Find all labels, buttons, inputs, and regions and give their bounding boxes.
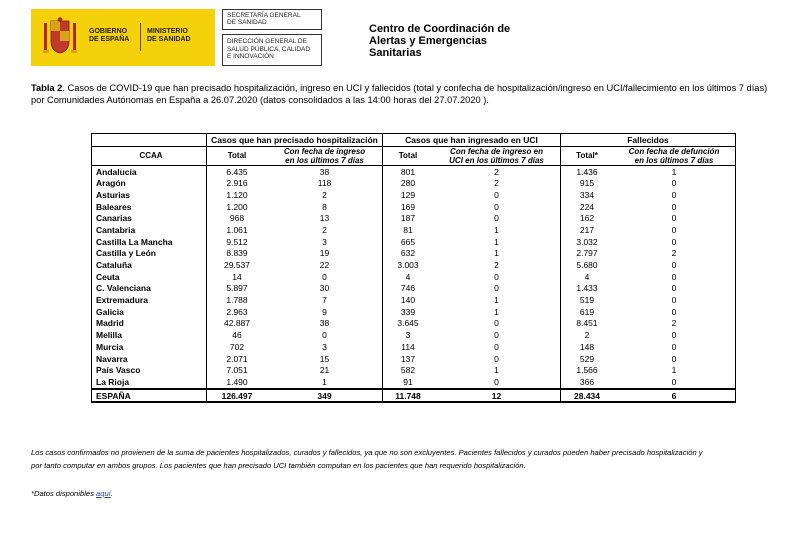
cell-hosp-7days: 9: [322, 306, 327, 317]
cell-hosp-7days: 22: [319, 260, 330, 271]
notes-line-2: por tanto computar en ambos grupos. Los pacientes que han precisado UCI también computan en los pacientes que han requerido hospitalización.: [31, 460, 526, 470]
cell-uci-7days: 0: [494, 376, 499, 387]
cell-hosp-total: 46: [207, 329, 268, 341]
cell-deaths-7days: 0: [613, 341, 736, 353]
cell-deaths-total: 217: [561, 224, 614, 236]
col-uci-7days: [433, 146, 561, 165]
cell-hosp-total: 1.120: [207, 189, 268, 201]
secretaria-line-1: SECRETARÍA GENERAL: [227, 12, 301, 19]
col-deaths-total: Total*: [561, 146, 614, 165]
table-row: [92, 294, 736, 306]
cell-deaths-7days: 0: [613, 201, 736, 213]
table-row: [92, 189, 736, 201]
center-line-3: Sanitarias: [369, 47, 422, 59]
cell-uci-7days: 0: [494, 341, 499, 352]
gov-line-1: GOBIERNO: [89, 28, 128, 35]
cell-hosp-7days: 349: [267, 389, 383, 403]
cell-deaths-total: 334: [561, 189, 614, 201]
col-hosp-7days-line1: Con fecha de ingreso: [283, 146, 366, 156]
cell-uci-total: 11.748: [383, 389, 434, 403]
cell-deaths-7days: 0: [613, 271, 736, 283]
cell-deaths-7days: 0: [613, 294, 736, 306]
cell-ccaa: Madrid: [92, 318, 207, 330]
cell-uci-total: 91: [383, 376, 434, 389]
cell-ccaa: Castilla La Mancha: [92, 236, 207, 248]
notes-line-1: Los casos confirmados no provienen de la suma de pacientes hospitalizados, curados y fallecidos, ya que no son excluyentes. Pacientes fallecidos y curados pueden haber precisado hospitalización y: [31, 448, 703, 457]
cell-uci-7days: 0: [494, 283, 499, 294]
footnote-suffix: .: [110, 489, 113, 498]
cell-deaths-total: 529: [561, 353, 614, 365]
government-logo-block: [31, 9, 215, 66]
cell-deaths-7days: 0: [613, 306, 736, 318]
cell-hosp-total: 29.537: [207, 259, 268, 271]
cell-hosp-total: 1.200: [207, 201, 268, 213]
cell-deaths-total: 224: [561, 201, 614, 213]
cell-uci-7days: 0: [494, 189, 499, 200]
cell-hosp-total: 1.490: [207, 376, 268, 389]
secretaria-line-2: DE SANIDAD: [227, 19, 267, 26]
table-row: [92, 353, 736, 365]
cell-uci-total: 665: [383, 236, 434, 248]
caption-label: Tabla 2: [31, 83, 63, 93]
cell-ccaa: Ceuta: [92, 271, 207, 283]
cell-uci-7days: 2: [494, 260, 499, 271]
cell-uci-total: 339: [383, 306, 434, 318]
col-hosp-7days-line2: en los últimos 7 días: [285, 155, 364, 165]
column-header-row: [92, 146, 736, 165]
group-deaths: Fallecidos: [561, 134, 736, 147]
cell-deaths-total: 5.680: [561, 259, 614, 271]
cell-hosp-total: 6.435: [207, 165, 268, 177]
col-hosp-total: Total: [207, 146, 268, 165]
cell-deaths-total: 1.566: [561, 364, 614, 376]
table-row: [92, 212, 736, 224]
cell-uci-7days: 0: [494, 318, 499, 329]
cell-hosp-total: 702: [207, 341, 268, 353]
table-row: [92, 364, 736, 376]
table-row: [92, 236, 736, 248]
cell-uci-total: 114: [383, 341, 434, 353]
cell-ccaa: Murcia: [92, 341, 207, 353]
ministry-label: [147, 28, 191, 44]
cell-ccaa: Aragón: [92, 177, 207, 189]
cell-hosp-7days: 1: [322, 376, 327, 387]
footnote-text: *Datos disponibles: [31, 489, 97, 498]
cell-deaths-7days: 0: [613, 259, 736, 271]
cell-ccaa: Galicia: [92, 306, 207, 318]
cell-uci-7days: 0: [494, 201, 499, 212]
cell-deaths-total: 28.434: [561, 389, 614, 403]
cell-ccaa: Extremadura: [92, 294, 207, 306]
col-hosp-7days: [267, 146, 383, 165]
cell-deaths-7days: 0: [613, 283, 736, 295]
cell-hosp-total: 42.887: [207, 318, 268, 330]
footnote: [31, 489, 113, 498]
cell-uci-total: 4: [383, 271, 434, 283]
cell-ccaa: La Rioja: [92, 376, 207, 389]
cell-uci-total: 582: [383, 364, 434, 376]
cell-hosp-7days: 38: [267, 165, 383, 177]
cell-deaths-total: 4: [561, 271, 614, 283]
cell-deaths-7days: 0: [613, 236, 736, 248]
direccion-line-2: SALUD PÚBLICA, CALIDAD: [227, 45, 311, 53]
cell-ccaa: Canarias: [92, 212, 207, 224]
cell-uci-7days: 12: [433, 389, 561, 403]
cell-uci-7days: 0: [494, 271, 499, 282]
cell-uci-7days: 1: [494, 306, 499, 317]
cell-deaths-7days: 0: [613, 212, 736, 224]
ministry-line-2: DE SANIDAD: [147, 36, 191, 43]
cell-deaths-total: 162: [561, 212, 614, 224]
cell-ccaa: País Vasco: [92, 364, 207, 376]
cell-uci-7days: 1: [494, 224, 499, 235]
cell-deaths-total: 915: [561, 177, 614, 189]
cell-deaths-7days: 2: [613, 248, 736, 260]
center-line-1: Centro de Coordinación de: [369, 23, 511, 35]
direccion-line-3: E INNOVACIÓN: [227, 53, 274, 60]
cell-hosp-7days: 0: [322, 271, 327, 282]
cell-hosp-total: 8.839: [207, 248, 268, 260]
table-row: [92, 341, 736, 353]
table-body: [92, 165, 736, 402]
direccion-box: [222, 34, 322, 66]
cell-hosp-total: 2.071: [207, 353, 268, 365]
table-row: [92, 306, 736, 318]
cell-deaths-total: 8.451: [561, 318, 614, 330]
table-total-row: [92, 389, 736, 403]
ministry-line-1: MINISTERIO: [147, 28, 188, 35]
cell-deaths-total: 366: [561, 376, 614, 389]
col-deaths-7days-line2: en los últimos 7 días: [634, 155, 714, 165]
group-header-row: [92, 134, 736, 147]
cell-uci-total: 632: [383, 248, 434, 260]
cell-deaths-total: 1.436: [561, 165, 614, 177]
table-row: [92, 376, 736, 389]
group-hospitalization: Casos que han precisado hospitalización: [207, 134, 383, 147]
table-row: [92, 224, 736, 236]
cell-uci-total: 280: [383, 177, 434, 189]
cell-uci-total: 746: [383, 283, 434, 295]
document-header: [0, 0, 800, 70]
group-uci: Casos que han ingresado en UCI: [383, 134, 561, 147]
table-caption: [31, 82, 776, 106]
col-deaths-7days-line1: Con fecha de defunción: [628, 146, 720, 156]
cell-ccaa: Andalucía: [92, 165, 207, 177]
cell-ccaa: Cantabria: [92, 224, 207, 236]
secretaria-box: [222, 9, 322, 30]
logo-divider: [140, 23, 141, 51]
cell-deaths-total: 2.797: [561, 248, 614, 260]
table-row: [92, 177, 736, 189]
cell-deaths-total: 2: [561, 329, 614, 341]
cell-hosp-7days: 2: [322, 224, 327, 235]
cell-deaths-7days: 0: [613, 329, 736, 341]
col-uci-total: Total: [383, 146, 434, 165]
cell-ccaa: C. Valenciana: [92, 283, 207, 295]
cell-deaths-7days: 0: [613, 189, 736, 201]
cell-deaths-7days: 1: [613, 165, 736, 177]
cell-uci-total: 81: [383, 224, 434, 236]
cell-deaths-total: 3.032: [561, 236, 614, 248]
table-row: [92, 248, 736, 260]
col-uci-7days-line2: UCI en los últimos 7 días: [449, 155, 544, 165]
cell-hosp-total: 7.051: [207, 364, 268, 376]
cell-uci-total: 187: [383, 212, 434, 224]
table-row: [92, 329, 736, 341]
cell-uci-total: 3.003: [383, 259, 434, 271]
cell-hosp-7days: 3: [322, 236, 327, 247]
col-deaths-7days: [613, 146, 736, 165]
cell-hosp-7days: 21: [319, 365, 330, 376]
cell-deaths-7days: 0: [613, 353, 736, 365]
cell-deaths-7days: 0: [613, 224, 736, 236]
cell-uci-7days: 1: [494, 295, 499, 306]
cell-deaths-total: 619: [561, 306, 614, 318]
cell-hosp-7days: 8: [322, 201, 327, 212]
cell-hosp-total: 2.963: [207, 306, 268, 318]
cell-uci-total: 169: [383, 201, 434, 213]
cell-ccaa: Melilla: [92, 329, 207, 341]
cell-deaths-7days: 0: [613, 177, 736, 189]
cell-ccaa: Cataluña: [92, 259, 207, 271]
cell-uci-total: 129: [383, 189, 434, 201]
cell-hosp-total: 126.497: [207, 389, 268, 403]
cell-hosp-total: 5.897: [207, 283, 268, 295]
cell-uci-total: 140: [383, 294, 434, 306]
cell-hosp-7days: 13: [319, 213, 330, 224]
cell-uci-7days: 1: [494, 248, 499, 259]
cell-ccaa: Castilla y León: [92, 248, 207, 260]
cell-hosp-7days: 3: [322, 341, 327, 352]
cell-uci-total: 137: [383, 353, 434, 365]
cell-uci-7days: 2: [494, 178, 499, 189]
table-row: [92, 271, 736, 283]
cell-hosp-7days: 30: [319, 283, 330, 294]
cell-uci-7days: 2: [433, 165, 561, 177]
col-uci-7days-line1: Con fecha de ingreso en: [450, 146, 543, 156]
cell-hosp-total: 1.061: [207, 224, 268, 236]
cell-hosp-total: 1.788: [207, 294, 268, 306]
cell-uci-7days: 0: [494, 330, 499, 341]
cell-uci-total: 801: [383, 165, 434, 177]
cell-hosp-7days: 2: [322, 189, 327, 200]
cell-hosp-7days: 38: [319, 318, 330, 329]
table-row: [92, 165, 736, 177]
table-row: [92, 259, 736, 271]
cell-deaths-total: 148: [561, 341, 614, 353]
cell-hosp-7days: 0: [322, 330, 327, 341]
cell-ccaa: ESPAÑA: [92, 389, 207, 403]
covid-data-table: [91, 133, 736, 403]
cell-hosp-7days: 118: [317, 178, 332, 189]
caption-text: . Casos de COVID-19 que han precisado hospitalización, ingreso en UCI y fallecidos (total y confecha de hospitalización/ingreso en UCI/fallecimiento en los últimos 7 días) por Comunidades Autónomas en España a 26.07.2020 (datos consolidados a las 14:00 horas del 27.07.2020 ).: [31, 83, 768, 105]
cell-deaths-7days: 1: [613, 364, 736, 376]
table-row: [92, 283, 736, 295]
cell-deaths-7days: 2: [613, 318, 736, 330]
cell-ccaa: Baleares: [92, 201, 207, 213]
cell-hosp-7days: 15: [319, 353, 330, 364]
cell-uci-7days: 1: [494, 236, 499, 247]
center-title: [369, 23, 510, 59]
coat-of-arms-icon: [41, 17, 79, 57]
cell-uci-7days: 1: [494, 365, 499, 376]
cell-uci-total: 3: [383, 329, 434, 341]
cell-deaths-7days: 0: [613, 376, 736, 389]
cell-hosp-total: 2.916: [207, 177, 268, 189]
cell-deaths-total: 519: [561, 294, 614, 306]
cell-ccaa: Navarra: [92, 353, 207, 365]
cell-uci-total: 3.645: [383, 318, 434, 330]
table-row: [92, 201, 736, 213]
cell-uci-7days: 0: [494, 213, 499, 224]
cell-deaths-total: 1.433: [561, 283, 614, 295]
cell-hosp-total: 14: [207, 271, 268, 283]
direccion-line-1: DIRECCIÓN GENERAL DE: [227, 38, 307, 45]
col-ccaa: CCAA: [92, 146, 207, 165]
cell-hosp-7days: 19: [319, 248, 330, 259]
table-notes: [31, 447, 781, 472]
gov-line-2: DE ESPAÑA: [89, 36, 130, 43]
cell-hosp-7days: 7: [322, 295, 327, 306]
government-label: [89, 28, 129, 44]
ccaa-group-spacer: [92, 134, 207, 147]
table-row: [92, 318, 736, 330]
cell-deaths-7days: 6: [613, 389, 736, 403]
data-available-link[interactable]: aquí: [96, 489, 111, 498]
cell-ccaa: Asturias: [92, 189, 207, 201]
cell-hosp-total: 9.512: [207, 236, 268, 248]
center-line-2: Alertas y Emergencias: [369, 35, 488, 47]
cell-uci-7days: 0: [494, 353, 499, 364]
cell-hosp-total: 968: [207, 212, 268, 224]
